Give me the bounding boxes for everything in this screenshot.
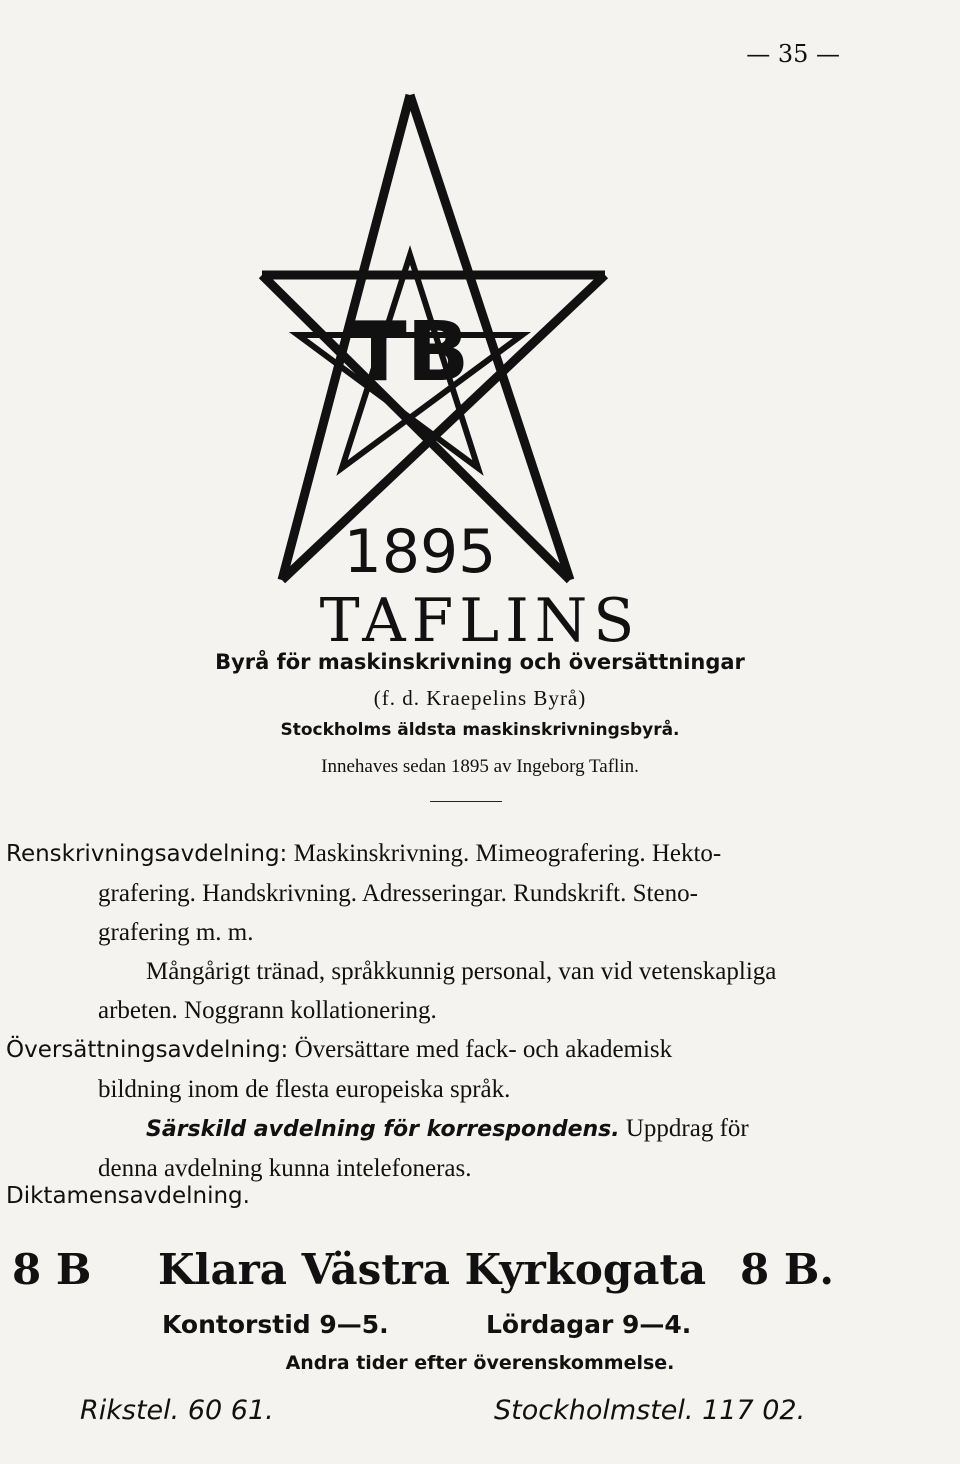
renskrivning-section (6, 834, 850, 1030)
text-line: grafering. Handskrivning. Adresseringar. Rundskrift. Steno- (98, 880, 698, 907)
special-heading: Särskild avdelning för korrespondens. (146, 1117, 620, 1142)
saturday-hours: Lördagar 9—4. (486, 1310, 692, 1339)
phone-rikstel: Rikstel. 60 61. (80, 1395, 274, 1426)
section-heading: Översättningsavdelning: (6, 1037, 289, 1063)
text-line: Maskinskrivning. Mimeografering. Hekto- (293, 840, 722, 867)
section-heading: Diktamensavdelning. (6, 1183, 250, 1209)
text-line: denna avdelning kunna intelefoneras. (98, 1155, 472, 1182)
company-title: TAFLINS (319, 586, 641, 656)
monogram: TB (350, 305, 470, 400)
street-number: 8 B (12, 1245, 92, 1294)
phone-stockholmstel: Stockholmstel. 117 02. (494, 1395, 806, 1426)
office-hours: Kontorstid 9—5. (162, 1310, 389, 1339)
divider (430, 801, 502, 802)
text-line: grafering m. m. (98, 919, 254, 946)
year: 1895 (343, 517, 497, 587)
text-line: bildning inom de flesta europeiska språk. (98, 1076, 511, 1103)
text-line: arbeten. Noggrann kollationering. (98, 997, 437, 1024)
other-times: Andra tider efter överenskommelse. (285, 1352, 675, 1374)
subtitle: Byrå för maskinskrivning och översättningar (215, 650, 745, 674)
street-name: Klara Västra Kyrkogata (158, 1245, 707, 1294)
page-number: — 35 — (746, 40, 840, 68)
text-line: Uppdrag för (625, 1115, 749, 1142)
street-number: 8 B. (740, 1245, 834, 1294)
diktamen-section (6, 1176, 850, 1216)
owner: Innehaves sedan 1895 av Ingeborg Taflin. (321, 756, 639, 777)
oversattning-section (6, 1030, 850, 1188)
formerly: (f. d. Kraepelins Byrå) (373, 686, 587, 710)
text-line: Översättare med fack- och akademisk (294, 1036, 673, 1063)
tagline: Stockholms äldsta maskinskrivningsbyrå. (280, 720, 680, 740)
text-line: Mångårigt tränad, språkkunnig personal, van vid vetenskapliga (146, 958, 777, 985)
section-heading: Renskrivningsavdelning: (6, 841, 288, 867)
star-logo (210, 80, 630, 610)
